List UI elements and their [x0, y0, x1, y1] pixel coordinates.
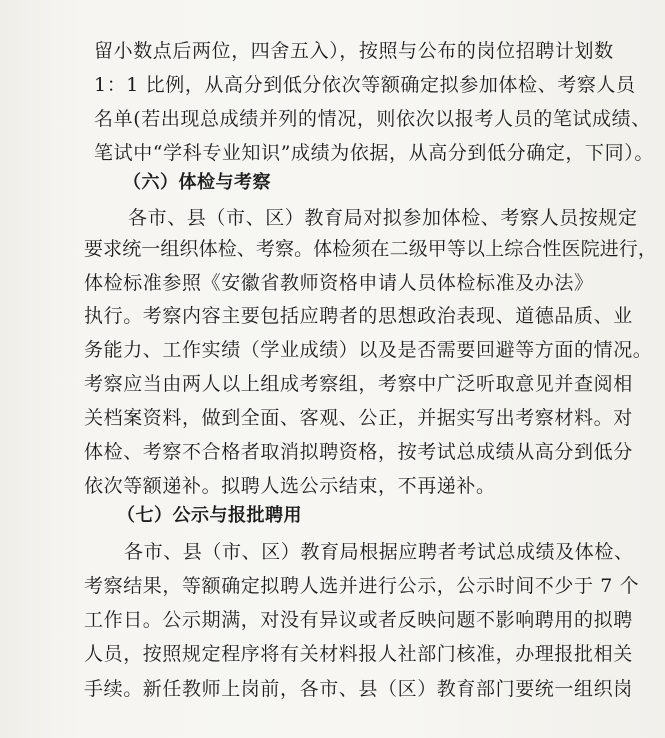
- text-line: 工作日。公示期满，对没有异议或者反映问题不影响聘用的拟聘: [84, 609, 633, 631]
- text-line: 各市、县（市、区）教育局对拟参加体检、考察人员按规定: [128, 207, 638, 229]
- text-line: 笔试中“学科专业知识”成绩为依据，从高分到低分确定，下同）。: [94, 142, 654, 164]
- text-line: 1：1 比例，从高分到低分依次等额确定拟参加体检、考察人员: [94, 74, 636, 96]
- text-line: 考察应当由两人以上组成考察组，考察中广泛听取意见并查阅相: [84, 373, 633, 395]
- text-line: 名单(若出现总成绩并列的情况，则依次以报考人员的笔试成绩、: [94, 108, 651, 130]
- text-line: 人员，按照规定程序将有关材料报人社部门核准，办理报批相关: [84, 643, 633, 665]
- text-line: 要求统一组织体检、考察。体检须在二级甲等以上综合性医院进行，: [84, 238, 658, 260]
- text-line: 依次等额递补。拟聘人选公示结束，不再递补。: [84, 475, 496, 497]
- text-line: 关档案资料，做到全面、客观、公正，并据实写出考察材料。对: [84, 407, 633, 429]
- text-line: 执行。考察内容主要包括应聘者的思想政治表现、道德品质、业: [84, 305, 633, 327]
- text-line: 手续。新任教师上岗前，各市、县（区）教育部门要统一组织岗: [84, 678, 633, 700]
- section-heading-six: （六）体检与考察: [123, 172, 271, 193]
- text-line: 各市、县（市、区）教育局根据应聘者考试总成绩及体检、: [124, 541, 634, 563]
- text-line: 务能力、工作实绩（学业成绩）以及是否需要回避等方面的情况。: [84, 339, 653, 361]
- text-line: 体检、考察不合格者取消拟聘资格，按考试总成绩从高分到低分: [84, 441, 633, 463]
- text-line: 体检标准参照《安徽省教师资格申请人员体检标准及办法》: [84, 272, 594, 294]
- text-line: 考察结果，等额确定拟聘人选并进行公示，公示时间不少于 7 个: [84, 575, 640, 597]
- section-heading-seven: （七）公示与报批聘用: [117, 505, 302, 526]
- text-line: 留小数点后两位，四舍五入），按照与公布的岗位招聘计划数: [94, 40, 614, 62]
